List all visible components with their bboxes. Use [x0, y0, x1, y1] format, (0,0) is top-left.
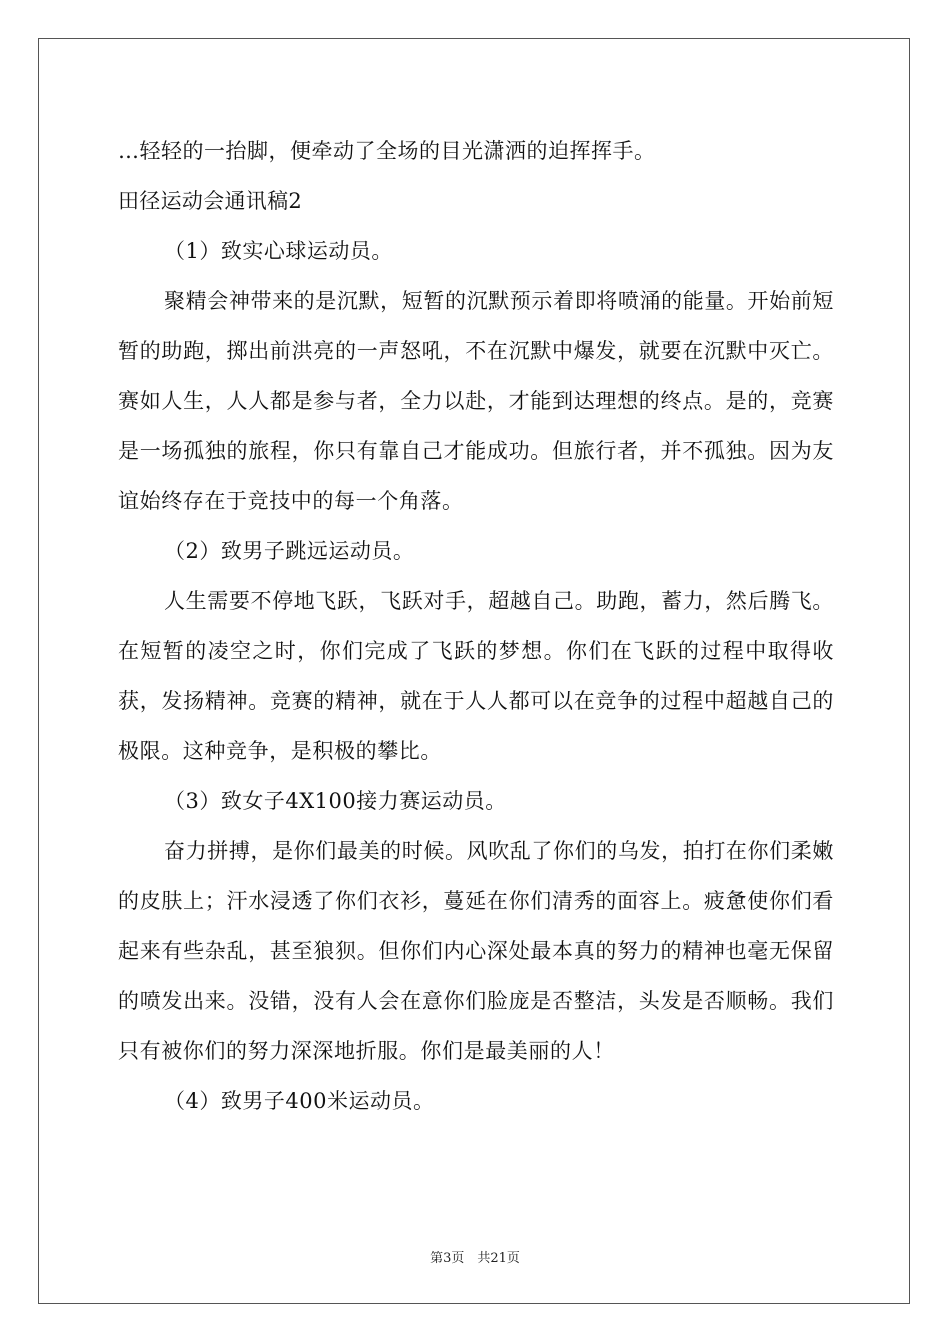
document-body — [118, 126, 834, 1126]
section-paragraph: 奋力拼搏，是你们最美的时候。风吹乱了你们的乌发，拍打在你们柔嫩的皮肤上；汗水浸透了你们衣衫，蔓延在你们清秀的面容上。疲惫使你们看起来有些杂乱，甚至狼狈。但你们内心深处最本真的努力的精神也毫无保留的喷发出来。没错，没有人会在意你们脸庞是否整洁，头发是否顺畅。我们只有被你们的努力深深地折服。你们是最美丽的人！ — [118, 839, 834, 1063]
document-title: 田径运动会通讯稿2 — [118, 189, 303, 213]
section-paragraph: 人生需要不停地飞跃，飞跃对手，超越自己。助跑，蓄力，然后腾飞。在短暂的凌空之时，你们完成了飞跃的梦想。你们在飞跃的过程中取得收获，发扬精神。竞赛的精神，就在于人人都可以在竞争的过程中超越自己的极限。这种竞争，是积极的攀比。 — [118, 589, 834, 763]
page-number: 第3页 共21页 — [430, 1251, 520, 1266]
section-heading: （2）致男子跳远运动员。 — [164, 539, 415, 563]
section-heading: （3）致女子4X100接力赛运动员。 — [164, 789, 507, 813]
opening-line: …轻轻的一抬脚，便牵动了全场的目光潇洒的迫挥挥手。 — [118, 139, 656, 163]
section-paragraph: 聚精会神带来的是沉默，短暂的沉默预示着即将喷涌的能量。开始前短暂的助跑，掷出前洪亮的一声怒吼，不在沉默中爆发，就要在沉默中灭亡。赛如人生，人人都是参与者，全力以赴，才能到达理想的终点。是的，竞赛是一场孤独的旅程，你只有靠自己才能成功。但旅行者，并不孤独。因为友谊始终存在于竞技中的每一个角落。 — [118, 289, 834, 513]
section-heading: （1）致实心球运动员。 — [164, 239, 393, 263]
section-heading: （4）致男子400米运动员。 — [164, 1089, 435, 1113]
